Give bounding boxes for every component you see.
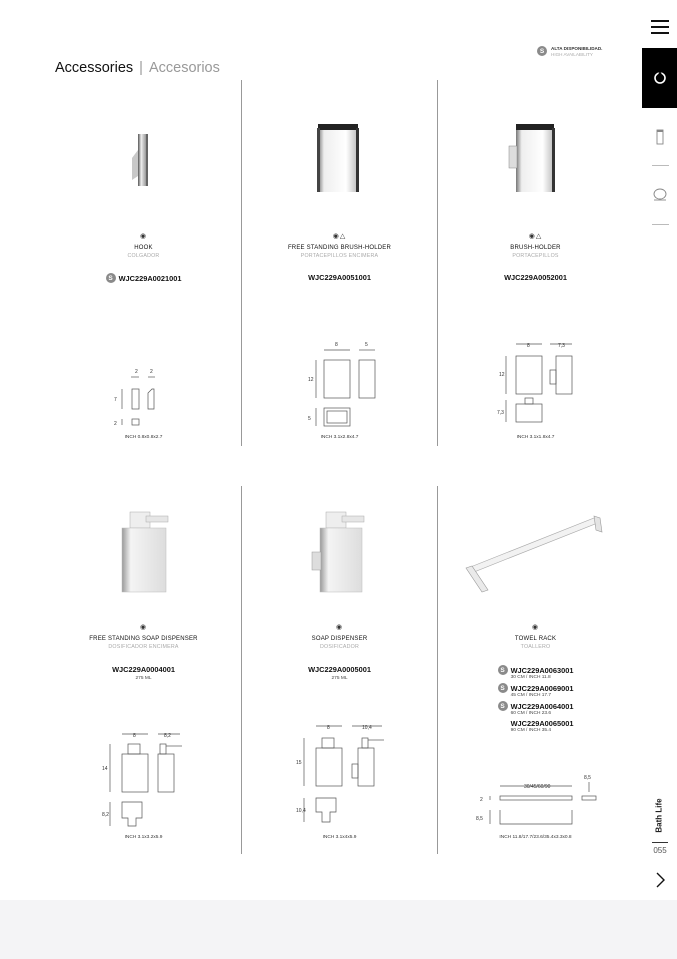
dim-h: 12 bbox=[308, 377, 314, 383]
code-text: WJC229A0065001 bbox=[510, 719, 574, 728]
product-size: 60 CM / INCH 23.6 bbox=[510, 711, 552, 716]
title-separator: | bbox=[139, 60, 143, 76]
dim-h: 12 bbox=[499, 372, 505, 378]
wall-soap-dispenser-technical-drawing bbox=[296, 718, 388, 832]
code-text: WJC229A0005001 bbox=[308, 665, 371, 674]
availability-badge: S bbox=[498, 683, 508, 693]
ring-icon[interactable] bbox=[642, 48, 677, 108]
code-text: WJC229A0064001 bbox=[510, 701, 574, 711]
product-code bbox=[498, 683, 574, 693]
dim-d: 2 bbox=[114, 421, 117, 427]
availability-badge: S bbox=[106, 273, 116, 283]
dim-d: 10,4 bbox=[296, 808, 306, 814]
product-codes bbox=[438, 273, 633, 282]
dim-a: 8 bbox=[133, 733, 136, 739]
dim-b: 10,4 bbox=[362, 725, 372, 731]
product-code[interactable] bbox=[308, 273, 371, 282]
dim-d: 7,3 bbox=[497, 410, 504, 416]
wall-brush-holder-technical-drawing bbox=[496, 338, 578, 433]
hook-technical-drawing bbox=[110, 365, 170, 433]
dim-h: 15 bbox=[296, 760, 302, 766]
code-text: WJC229A0051001 bbox=[308, 273, 371, 282]
dim-h: 7 bbox=[114, 397, 117, 403]
product-capacity: 275 ML bbox=[331, 676, 348, 681]
wall-soap-dispenser-image bbox=[310, 508, 370, 596]
dim-d: 5 bbox=[308, 416, 311, 422]
product-symbols: ◉ bbox=[335, 624, 344, 631]
product-codes bbox=[46, 665, 241, 682]
brand-label bbox=[646, 795, 674, 845]
dim-d: 8,2 bbox=[102, 812, 109, 818]
product-symbols: ◉ bbox=[139, 233, 148, 240]
footer-band bbox=[0, 900, 677, 959]
product-codes bbox=[242, 665, 437, 682]
dim-a: 30/45/60/90 bbox=[524, 784, 551, 790]
column-divider bbox=[241, 80, 242, 446]
soap-dispenser-image bbox=[116, 508, 174, 596]
product-symbols: ◉ bbox=[531, 624, 540, 631]
product-size: 90 CM / INCH 35.4 bbox=[510, 728, 552, 733]
product-codes bbox=[242, 273, 437, 282]
brush-holder-technical-drawing bbox=[304, 338, 384, 433]
dimensions-inch: INCH 3.1x1.8x4.7 bbox=[516, 435, 555, 440]
dimensions-inch: INCH 3.1x2.8x4.7 bbox=[320, 435, 359, 440]
code-text: WJC229A0052001 bbox=[504, 273, 567, 282]
product-name-es: TOALLERO bbox=[520, 644, 551, 650]
accessory-icon[interactable] bbox=[642, 112, 677, 162]
dim-a: 8 bbox=[335, 342, 338, 348]
product-code bbox=[498, 665, 574, 675]
hamburger-menu-icon[interactable] bbox=[642, 10, 677, 44]
dim-b: 8,2 bbox=[164, 733, 171, 739]
product-symbols: ◉ bbox=[139, 624, 148, 631]
availability-badge: S bbox=[537, 46, 547, 56]
dim-d: 8,5 bbox=[476, 816, 483, 822]
code-group[interactable] bbox=[498, 719, 574, 734]
dim-b: 5 bbox=[365, 342, 368, 348]
product-name: HOOK bbox=[134, 245, 153, 251]
code-group[interactable] bbox=[498, 665, 574, 681]
dim-h: 14 bbox=[102, 766, 108, 772]
product-code[interactable] bbox=[112, 665, 175, 674]
dimensions-inch: INCH 3.1x3.2x5.9 bbox=[124, 835, 163, 840]
code-text: WJC229A0063001 bbox=[510, 665, 574, 675]
towel-rack-technical-drawing bbox=[468, 770, 602, 830]
code-text: WJC229A0004001 bbox=[112, 665, 175, 674]
right-toolbar bbox=[642, 0, 677, 900]
dim-b: 2 bbox=[150, 369, 153, 375]
dimensions-inch: INCH 11.8/17.7/23.6/35.4x3.3x0.8 bbox=[499, 835, 572, 840]
towel-rack-image bbox=[462, 510, 604, 596]
hook-image bbox=[128, 130, 154, 190]
code-group[interactable] bbox=[498, 683, 574, 699]
legend-text-en: HIGH AVAILABILITY bbox=[551, 51, 593, 57]
code-text: WJC229A0069001 bbox=[510, 683, 574, 693]
product-name: FREE STANDING BRUSH-HOLDER bbox=[287, 245, 392, 251]
dim-a: 2 bbox=[135, 369, 138, 375]
product-size: 30 CM / INCH 11.8 bbox=[510, 675, 551, 680]
product-codes bbox=[46, 273, 241, 283]
product-symbols: ◉△ bbox=[528, 233, 543, 240]
product-capacity: 275 ML bbox=[135, 676, 152, 681]
toolbar-divider bbox=[652, 165, 669, 166]
soap-dispenser-technical-drawing bbox=[102, 728, 188, 832]
dim-h: 2 bbox=[480, 797, 483, 803]
dim-a: 8 bbox=[527, 343, 530, 349]
availability-legend bbox=[537, 46, 602, 57]
page-title bbox=[55, 60, 220, 76]
product-code bbox=[498, 719, 574, 728]
product-name: FREE STANDING SOAP DISPENSER bbox=[89, 636, 198, 642]
legend-text-es: ALTA DISPONIBILIDAD. bbox=[551, 46, 603, 51]
page-number: 055 bbox=[653, 846, 667, 855]
dim-b: 8,5 bbox=[584, 775, 591, 781]
product-code[interactable] bbox=[106, 273, 182, 283]
code-text: WJC229A0021001 bbox=[118, 273, 182, 283]
dimensions-inch: INCH 3.1x4x5.9 bbox=[322, 835, 357, 840]
brand-text: Bath Life bbox=[654, 798, 664, 833]
product-symbols: ◉△ bbox=[332, 233, 347, 240]
product-name-es: DOSIFICADOR bbox=[320, 644, 359, 650]
product-name-es: DOSIFICADOR ENCIMERA bbox=[108, 644, 179, 650]
product-code bbox=[498, 701, 574, 711]
availability-badge: S bbox=[498, 701, 508, 711]
brand-underline bbox=[652, 842, 668, 843]
product-code[interactable] bbox=[504, 273, 567, 282]
dim-a: 8 bbox=[327, 725, 330, 731]
basin-icon[interactable] bbox=[642, 170, 677, 220]
chevron-right-icon[interactable] bbox=[648, 866, 672, 894]
availability-badge: S bbox=[498, 665, 508, 675]
dim-b: 7,3 bbox=[558, 343, 565, 349]
code-group[interactable] bbox=[498, 701, 574, 717]
product-name: BRUSH-HOLDER bbox=[510, 245, 561, 251]
product-codes bbox=[438, 665, 633, 736]
product-name: TOWEL RACK bbox=[514, 636, 557, 642]
product-name-es: PORTACEPILLOS ENCIMERA bbox=[300, 253, 379, 259]
toolbar-divider bbox=[652, 224, 669, 225]
product-name-es: COLGADOR bbox=[127, 253, 160, 259]
product-name: SOAP DISPENSER bbox=[311, 636, 368, 642]
product-code[interactable] bbox=[308, 665, 371, 674]
wall-brush-holder-image bbox=[506, 122, 562, 198]
brush-holder-image bbox=[312, 122, 364, 198]
column-divider bbox=[437, 80, 438, 446]
product-name-es: PORTACEPILLOS bbox=[512, 253, 559, 259]
product-size: 45 CM / INCH 17.7 bbox=[510, 693, 552, 698]
title-english: Accessories bbox=[55, 60, 134, 76]
title-spanish: Accesorios bbox=[148, 60, 220, 76]
dimensions-inch: INCH 0.8x0.8x2.7 bbox=[124, 435, 163, 440]
